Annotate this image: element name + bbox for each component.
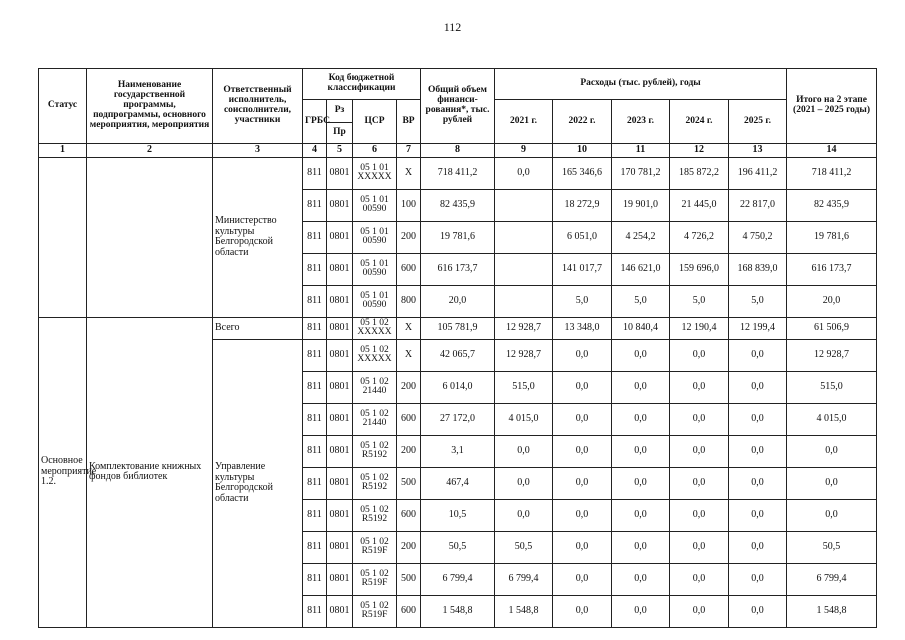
table-row-total [39, 317, 877, 339]
grbs-cell: 811 [303, 189, 327, 221]
grbs-cell: 811 [303, 285, 327, 317]
csr-cell: 05 1 02 21440 [353, 403, 397, 435]
name-cell-empty [87, 157, 213, 317]
vr-cell: X [397, 339, 421, 371]
year-2024-cell: 0,0 [670, 563, 729, 595]
year-2024-cell: 185 872,2 [670, 157, 729, 189]
total-cell: 616 173,7 [421, 253, 495, 285]
stage-total-cell: 1 548,8 [787, 595, 877, 627]
year-2023-cell: 19 901,0 [612, 189, 670, 221]
year-2021-cell: 12 928,7 [495, 339, 553, 371]
year-2023-cell: 10 840,4 [612, 317, 670, 339]
total-cell: 1 548,8 [421, 595, 495, 627]
grbs-cell: 811 [303, 317, 327, 339]
grbs-cell: 811 [303, 595, 327, 627]
year-2022-cell: 0,0 [553, 595, 612, 627]
year-2023-cell: 0,0 [612, 435, 670, 467]
column-number: 7 [397, 144, 421, 158]
header-name: Наименование государственной программы, подпрограммы, основного мероприятия, мероприятия [87, 69, 213, 144]
column-number: 1 [39, 144, 87, 158]
year-2023-cell: 0,0 [612, 595, 670, 627]
stage-total-cell: 19 781,6 [787, 221, 877, 253]
grbs-cell: 811 [303, 435, 327, 467]
year-2022-cell: 5,0 [553, 285, 612, 317]
csr-cell: 05 1 02 R5192 [353, 467, 397, 499]
year-2024-cell: 0,0 [670, 339, 729, 371]
year-2023-cell: 146 621,0 [612, 253, 670, 285]
year-2025-cell: 0,0 [729, 499, 787, 531]
year-2023-cell: 0,0 [612, 563, 670, 595]
year-2021-cell [495, 285, 553, 317]
grbs-cell: 811 [303, 531, 327, 563]
year-2021-cell [495, 189, 553, 221]
csr-cell: 05 1 02 XXXXX [353, 339, 397, 371]
year-2024-cell: 0,0 [670, 467, 729, 499]
vr-cell: 500 [397, 563, 421, 595]
year-2022-cell: 0,0 [553, 531, 612, 563]
year-2021-cell: 1 548,8 [495, 595, 553, 627]
vr-cell: 800 [397, 285, 421, 317]
year-2021-cell: 0,0 [495, 435, 553, 467]
vr-cell: 600 [397, 253, 421, 285]
responsible-total-cell: Всего [213, 317, 303, 339]
year-2023-cell: 5,0 [612, 285, 670, 317]
vr-cell: X [397, 157, 421, 189]
total-cell: 6 799,4 [421, 563, 495, 595]
total-cell: 82 435,9 [421, 189, 495, 221]
responsible-cell: Управление культуры Белгородской области [213, 339, 303, 627]
year-2022-cell: 0,0 [553, 371, 612, 403]
year-2022-cell: 0,0 [553, 467, 612, 499]
rzpr-cell: 0801 [327, 403, 353, 435]
grbs-cell: 811 [303, 467, 327, 499]
vr-cell: 600 [397, 403, 421, 435]
header-grbs: ГРБС [303, 100, 327, 144]
rzpr-cell: 0801 [327, 467, 353, 499]
year-2023-cell: 0,0 [612, 499, 670, 531]
vr-cell: 200 [397, 435, 421, 467]
year-2025-cell: 0,0 [729, 371, 787, 403]
column-number-row [39, 144, 877, 158]
rzpr-cell: 0801 [327, 157, 353, 189]
year-2024-cell: 12 190,4 [670, 317, 729, 339]
header-year-2025: 2025 г. [729, 100, 787, 144]
total-cell: 6 014,0 [421, 371, 495, 403]
csr-cell: 05 1 02 21440 [353, 371, 397, 403]
csr-cell: 05 1 01 00590 [353, 253, 397, 285]
rzpr-cell: 0801 [327, 435, 353, 467]
stage-total-cell: 0,0 [787, 467, 877, 499]
rzpr-cell: 0801 [327, 221, 353, 253]
year-2024-cell: 0,0 [670, 403, 729, 435]
column-number: 13 [729, 144, 787, 158]
csr-cell: 05 1 01 00590 [353, 285, 397, 317]
year-2022-cell: 0,0 [553, 435, 612, 467]
rzpr-cell: 0801 [327, 339, 353, 371]
year-2022-cell: 165 346,6 [553, 157, 612, 189]
column-number: 2 [87, 144, 213, 158]
csr-cell: 05 1 02 R519F [353, 563, 397, 595]
csr-cell: 05 1 02 R519F [353, 531, 397, 563]
vr-cell: 200 [397, 221, 421, 253]
year-2021-cell: 0,0 [495, 499, 553, 531]
csr-cell: 05 1 01 00590 [353, 189, 397, 221]
year-2023-cell: 4 254,2 [612, 221, 670, 253]
grbs-cell: 811 [303, 221, 327, 253]
csr-cell: 05 1 01 00590 [353, 221, 397, 253]
year-2023-cell: 0,0 [612, 403, 670, 435]
vr-cell: 500 [397, 467, 421, 499]
csr-cell: 05 1 02 R5192 [353, 499, 397, 531]
grbs-cell: 811 [303, 371, 327, 403]
year-2024-cell: 21 445,0 [670, 189, 729, 221]
year-2021-cell: 515,0 [495, 371, 553, 403]
year-2021-cell: 0,0 [495, 157, 553, 189]
rzpr-cell: 0801 [327, 499, 353, 531]
year-2024-cell: 159 696,0 [670, 253, 729, 285]
rzpr-cell: 0801 [327, 189, 353, 221]
total-cell: 20,0 [421, 285, 495, 317]
year-2025-cell: 0,0 [729, 563, 787, 595]
header-csr: ЦСР [353, 100, 397, 144]
year-2021-cell: 6 799,4 [495, 563, 553, 595]
column-number: 4 [303, 144, 327, 158]
total-cell: 42 065,7 [421, 339, 495, 371]
vr-cell: 600 [397, 499, 421, 531]
column-number: 9 [495, 144, 553, 158]
rzpr-cell: 0801 [327, 531, 353, 563]
stage-total-cell: 0,0 [787, 499, 877, 531]
csr-cell: 05 1 02 XXXXX [353, 317, 397, 339]
stage-total-cell: 20,0 [787, 285, 877, 317]
table-row [39, 157, 877, 189]
total-cell: 718 411,2 [421, 157, 495, 189]
csr-cell: 05 1 01 XXXXX [353, 157, 397, 189]
header-status: Статус [39, 69, 87, 144]
year-2022-cell: 18 272,9 [553, 189, 612, 221]
header-pr: Пр [327, 123, 353, 144]
total-cell: 19 781,6 [421, 221, 495, 253]
year-2023-cell: 0,0 [612, 467, 670, 499]
year-2025-cell: 196 411,2 [729, 157, 787, 189]
stage-total-cell: 515,0 [787, 371, 877, 403]
year-2023-cell: 0,0 [612, 531, 670, 563]
stage-total-cell: 50,5 [787, 531, 877, 563]
year-2023-cell: 170 781,2 [612, 157, 670, 189]
year-2023-cell: 0,0 [612, 371, 670, 403]
year-2021-cell: 4 015,0 [495, 403, 553, 435]
vr-cell: 200 [397, 531, 421, 563]
vr-cell: 100 [397, 189, 421, 221]
year-2022-cell: 141 017,7 [553, 253, 612, 285]
year-2025-cell: 5,0 [729, 285, 787, 317]
year-2023-cell: 0,0 [612, 339, 670, 371]
year-2021-cell [495, 221, 553, 253]
total-cell: 3,1 [421, 435, 495, 467]
total-cell: 10,5 [421, 499, 495, 531]
column-number: 3 [213, 144, 303, 158]
responsible-cell: Министерство культуры Белгородской области [213, 157, 303, 317]
stage-total-cell: 718 411,2 [787, 157, 877, 189]
header-vr: ВР [397, 100, 421, 144]
year-2021-cell [495, 253, 553, 285]
rzpr-cell: 0801 [327, 563, 353, 595]
year-2025-cell: 0,0 [729, 595, 787, 627]
vr-cell: 600 [397, 595, 421, 627]
stage-total-cell: 616 173,7 [787, 253, 877, 285]
column-number: 6 [353, 144, 397, 158]
grbs-cell: 811 [303, 499, 327, 531]
header-total-volume: Общий объем финанси-рования*, тыс. рублей [421, 69, 495, 144]
grbs-cell: 811 [303, 403, 327, 435]
total-cell: 50,5 [421, 531, 495, 563]
header-rz: Рз [327, 100, 353, 123]
header-year-2024: 2024 г. [670, 100, 729, 144]
year-2025-cell: 0,0 [729, 531, 787, 563]
year-2024-cell: 0,0 [670, 595, 729, 627]
year-2022-cell: 13 348,0 [553, 317, 612, 339]
grbs-cell: 811 [303, 563, 327, 595]
year-2021-cell: 12 928,7 [495, 317, 553, 339]
rzpr-cell: 0801 [327, 595, 353, 627]
year-2022-cell: 6 051,0 [553, 221, 612, 253]
column-number: 11 [612, 144, 670, 158]
vr-cell: 200 [397, 371, 421, 403]
csr-cell: 05 1 02 R519F [353, 595, 397, 627]
rzpr-cell: 0801 [327, 285, 353, 317]
stage-total-cell: 6 799,4 [787, 563, 877, 595]
event-name-cell: Комплектование книжных фондов библиотек [87, 317, 213, 627]
year-2025-cell: 0,0 [729, 339, 787, 371]
stage-total-cell: 82 435,9 [787, 189, 877, 221]
status-cell: Основное мероприятие 1.2. [39, 317, 87, 627]
header-year-2021: 2021 г. [495, 100, 553, 144]
page-number: 112 [443, 20, 462, 34]
stage-total-cell: 12 928,7 [787, 339, 877, 371]
rzpr-cell: 0801 [327, 253, 353, 285]
rzpr-cell: 0801 [327, 371, 353, 403]
column-number: 14 [787, 144, 877, 158]
grbs-cell: 811 [303, 157, 327, 189]
header-year-2022: 2022 г. [553, 100, 612, 144]
status-cell-empty [39, 157, 87, 317]
column-number: 8 [421, 144, 495, 158]
year-2021-cell: 0,0 [495, 467, 553, 499]
year-2025-cell: 0,0 [729, 467, 787, 499]
total-cell: 467,4 [421, 467, 495, 499]
csr-cell: 05 1 02 R5192 [353, 435, 397, 467]
stage-total-cell: 4 015,0 [787, 403, 877, 435]
year-2021-cell: 50,5 [495, 531, 553, 563]
year-2024-cell: 5,0 [670, 285, 729, 317]
stage-total-cell: 61 506,9 [787, 317, 877, 339]
year-2025-cell: 0,0 [729, 403, 787, 435]
year-2025-cell: 168 839,0 [729, 253, 787, 285]
year-2024-cell: 0,0 [670, 371, 729, 403]
column-number: 5 [327, 144, 353, 158]
budget-table [38, 68, 877, 628]
year-2022-cell: 0,0 [553, 563, 612, 595]
vr-cell: X [397, 317, 421, 339]
header-expenses: Расходы (тыс. рублей), годы [495, 69, 787, 100]
total-cell: 105 781,9 [421, 317, 495, 339]
header-budget-code: Код бюджетной классификации [303, 69, 421, 100]
year-2024-cell: 4 726,2 [670, 221, 729, 253]
year-2022-cell: 0,0 [553, 339, 612, 371]
year-2025-cell: 4 750,2 [729, 221, 787, 253]
year-2025-cell: 12 199,4 [729, 317, 787, 339]
header-responsible: Ответственный исполнитель, соисполнители, участники [213, 69, 303, 144]
year-2022-cell: 0,0 [553, 499, 612, 531]
year-2025-cell: 22 817,0 [729, 189, 787, 221]
year-2022-cell: 0,0 [553, 403, 612, 435]
year-2025-cell: 0,0 [729, 435, 787, 467]
column-number: 12 [670, 144, 729, 158]
grbs-cell: 811 [303, 253, 327, 285]
total-cell: 27 172,0 [421, 403, 495, 435]
year-2024-cell: 0,0 [670, 435, 729, 467]
column-number: 10 [553, 144, 612, 158]
rzpr-cell: 0801 [327, 317, 353, 339]
year-2024-cell: 0,0 [670, 531, 729, 563]
stage-total-cell: 0,0 [787, 435, 877, 467]
header-year-2023: 2023 г. [612, 100, 670, 144]
header-stage-total: Итого на 2 этапе (2021 – 2025 годы) [787, 69, 877, 144]
year-2024-cell: 0,0 [670, 499, 729, 531]
grbs-cell: 811 [303, 339, 327, 371]
